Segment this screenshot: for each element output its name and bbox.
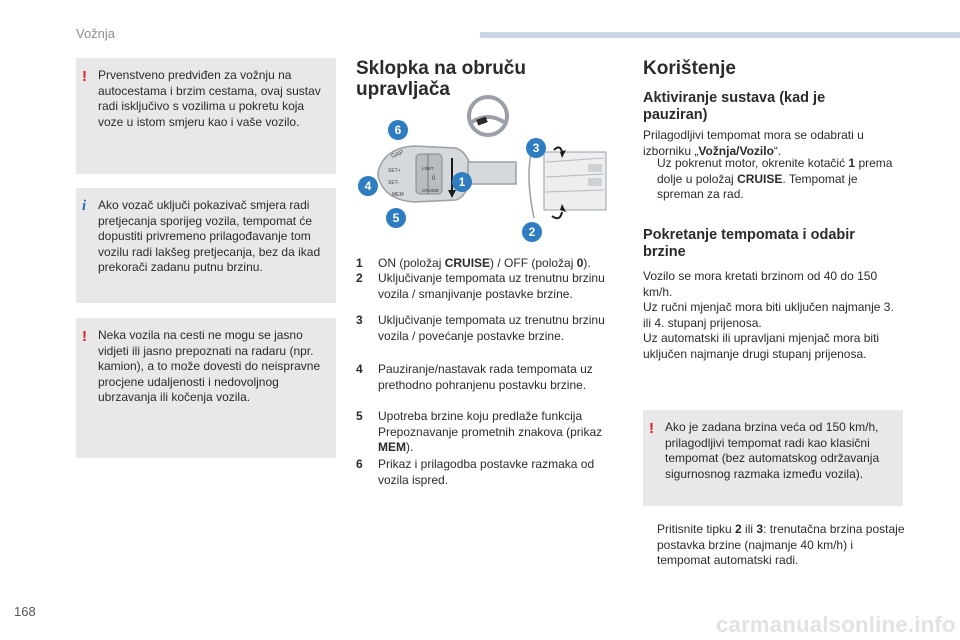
start-paragraph: Vozilo se mora kretati brzinom od 40 do 150 km/h. Uz ručni mjenjač mora biti uključen najmanje 3. ili 4. stupanj prijenosa. Uz automatski ili upravljani mjenjač mora biti uključen najmanje drugi stupanj prijenosa. xyxy=(643,269,894,361)
watermark: carmanualsonline.info xyxy=(716,612,956,637)
activation-bullet: Uz pokrenut motor, okrenite kotačić 1 prema dolje u položaj CRUISE. Tempomat je spreman za rad. xyxy=(657,156,893,201)
callout-1 xyxy=(452,172,472,192)
note-text: Ako je zadana brzina veća od 150 km/h, prilagodljivi tempomat radi kao klasični tempomat (bez automatskog održavanja sigurnosnog razmaka između vozila). xyxy=(665,420,880,481)
svg-text:4: 4 xyxy=(364,179,372,193)
callout-3 xyxy=(526,138,546,158)
lever-label-gap: GAP xyxy=(390,149,405,160)
callout-4 xyxy=(358,176,378,196)
note-text: Ako vozač uključi pokazivač smjera radi pretjecanja sporijeg vozila, tempomat će dopustiti privremeno prilagođavanje tom vozilu radi lakšeg pretjecanja, bez da ikad prekorači zadanu putnu brzinu. xyxy=(98,198,321,274)
lever-label-cruise: CRUISE xyxy=(422,188,440,193)
control-lever xyxy=(378,146,516,202)
svg-text:2: 2 xyxy=(528,225,536,239)
warning-icon: ! xyxy=(82,328,87,345)
warning-note-1 xyxy=(76,58,336,174)
lever-label-mem: MEM xyxy=(392,192,404,198)
svg-text:3: 3 xyxy=(532,141,540,155)
info-note xyxy=(76,188,336,303)
note-text: Prvenstveno predviđen za vožnju na autocestama i brzim cestama, ovaj sustav radi isključivo s vozilima u pokretu koja voze u istom smjeru kao i vaše vozilo. xyxy=(98,68,321,129)
list-item-1: 1 ON (položaj CRUISE) / OFF (položaj 0). xyxy=(356,256,591,270)
callout-2 xyxy=(522,222,542,242)
lever-label-off: 0 xyxy=(432,176,436,182)
lever-label-set-minus: SET- xyxy=(388,180,400,186)
svg-text:6: 6 xyxy=(394,123,402,137)
note-text: Neka vozila na cesti ne mogu se jasno vidjeti ili jasno prepoznati na radaru (npr. kamion), a to može dovesti do neispravne procjene udaljenosti i nedovoljnog ubrzavanja ili kočenja vozila. xyxy=(98,328,321,404)
section-title: Sklopka na obruču upravljača xyxy=(356,58,526,100)
usage-title: Korištenje xyxy=(643,58,736,79)
lever-label-set-plus: SET+ xyxy=(388,168,401,174)
warning-note-2 xyxy=(76,318,336,458)
lever-label-limit: LIMIT xyxy=(422,166,434,171)
header-bar xyxy=(480,32,960,38)
press-button-bullet: Pritisnite tipku 2 ili 3: trenutačna brzina postaje postavka brzine (najmanje 40 km/h) i tempomat automatski radi. xyxy=(657,522,905,567)
callout-5 xyxy=(386,208,406,228)
header-section-label: Vožnja xyxy=(76,26,116,41)
speed-warning-note xyxy=(643,410,903,506)
steering-switch-diagram xyxy=(356,92,626,252)
list-item-6: 6 Prikaz i prilagodba postavke razmaka od vozila ispred. xyxy=(356,457,595,487)
activation-heading: Aktiviranje sustava (kad je pauziran) xyxy=(643,90,826,123)
page-number: 168 xyxy=(14,604,36,619)
warning-icon: ! xyxy=(649,420,654,437)
info-icon: i xyxy=(82,198,87,214)
steering-wheel-icon xyxy=(469,97,507,135)
list-item-3: 3 Uključivanje tempomata uz trenutnu brzinu vozila / povećanje postavke brzine. xyxy=(356,313,605,343)
svg-text:5: 5 xyxy=(392,211,400,225)
list-item-2: 2 Uključivanje tempomata uz trenutnu brzinu vozila / smanjivanje postavke brzine. xyxy=(356,271,605,301)
activation-intro: Prilagodljivi tempomat mora se odabrati u izborniku „Vožnja/Vozilo“. xyxy=(643,128,864,158)
callout-6 xyxy=(388,120,408,140)
list-item-5: 5 Upotreba brzine koju predlaže funkcija Prepoznavanje prometnih znakova (prikaz MEM). xyxy=(356,409,603,454)
svg-text:1: 1 xyxy=(458,175,466,189)
warning-icon: ! xyxy=(82,68,87,85)
list-item-4: 4 Pauziranje/nastavak rada tempomata uz prethodno pohranjenu postavku brzine. xyxy=(356,362,593,392)
start-heading: Pokretanje tempomata i odabir brzine xyxy=(643,227,855,260)
